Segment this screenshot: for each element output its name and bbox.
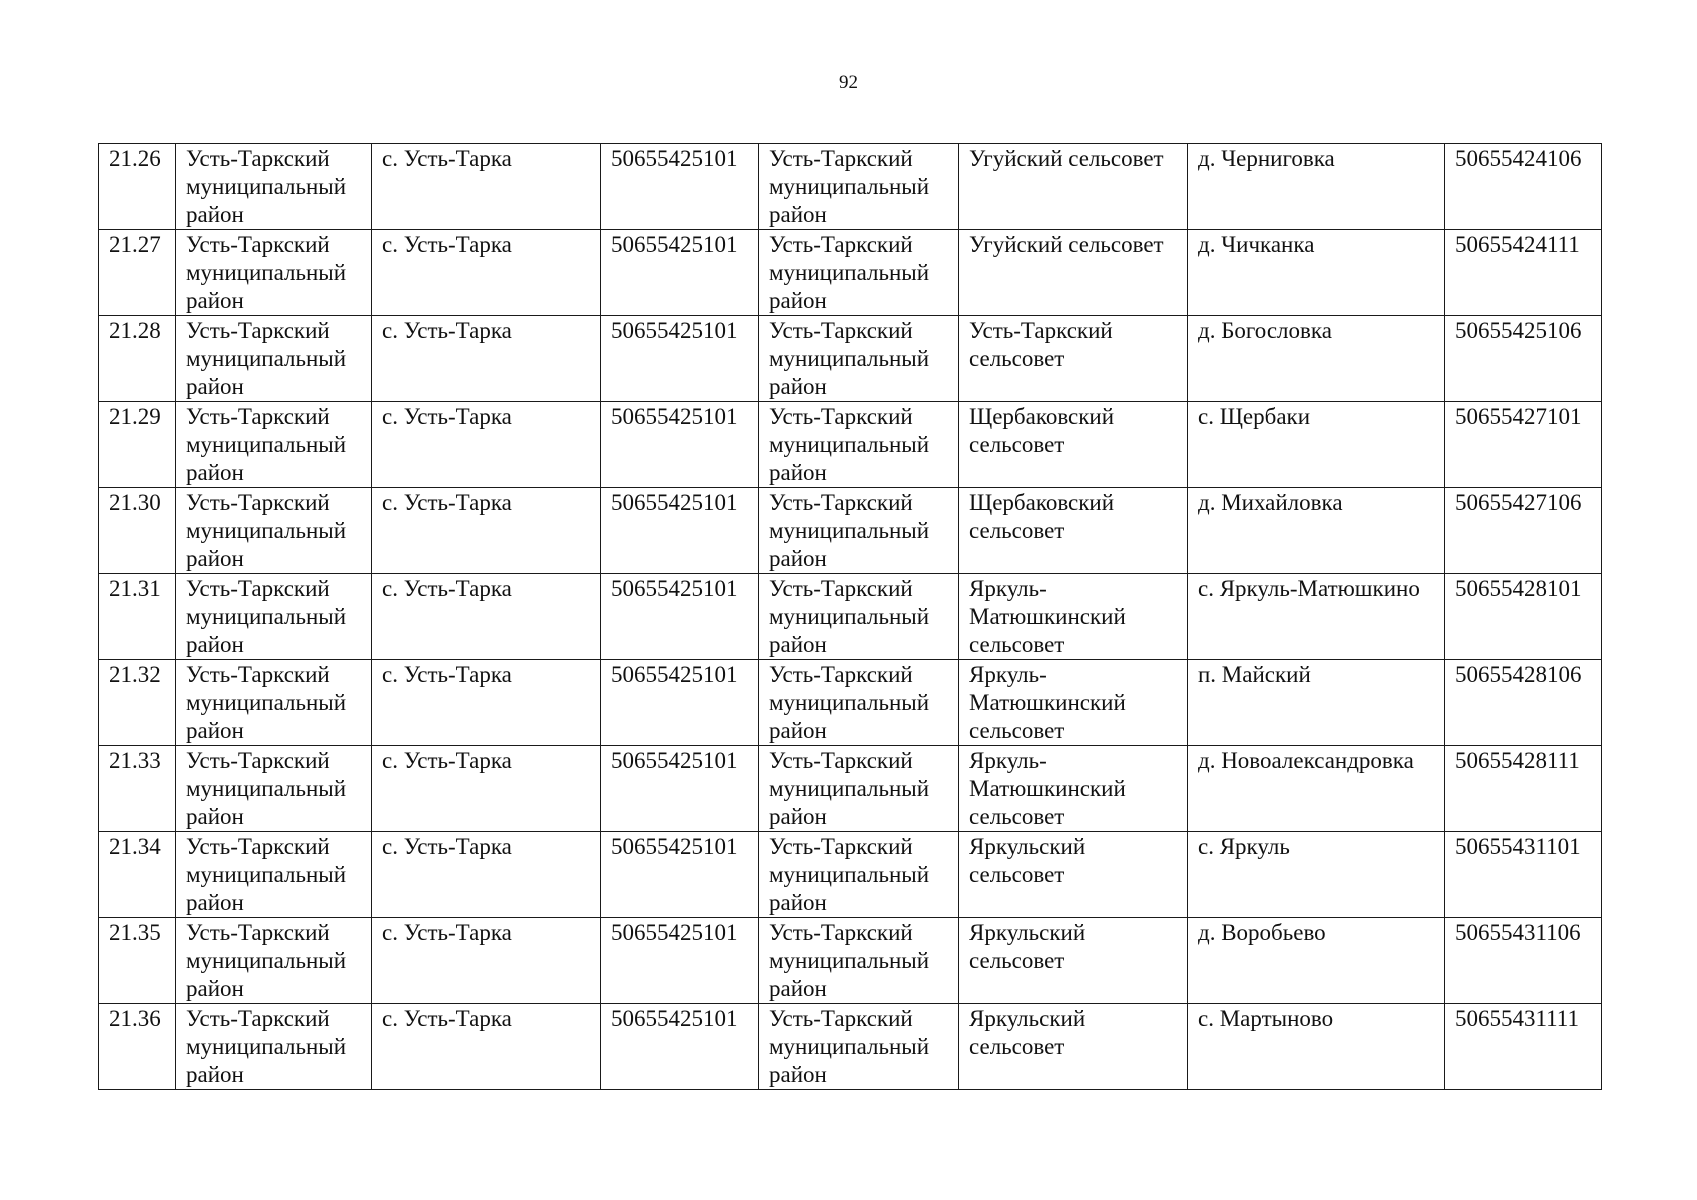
- village-council-cell: Яркуль-Матюшкинский сельсовет: [959, 574, 1188, 660]
- table-row: [99, 402, 1602, 488]
- village-council-cell: Щербаковский сельсовет: [959, 488, 1188, 574]
- admin-center-code-cell: 50655425101: [601, 918, 759, 1004]
- village-council-cell: Яркульский сельсовет: [959, 832, 1188, 918]
- settlement-cell: с. Яркуль-Матюшкино: [1188, 574, 1445, 660]
- district-cell: Усть-Таркский муниципальный район: [176, 574, 372, 660]
- table-row: [99, 316, 1602, 402]
- row-number-cell: 21.29: [99, 402, 176, 488]
- table-row: [99, 832, 1602, 918]
- district-cell: Усть-Таркский муниципальный район: [176, 660, 372, 746]
- admin-center-code-cell: 50655425101: [601, 1004, 759, 1090]
- district-cell: Усть-Таркский муниципальный район: [176, 1004, 372, 1090]
- row-number-cell: 21.28: [99, 316, 176, 402]
- row-number-cell: 21.30: [99, 488, 176, 574]
- municipality-cell: Усть-Таркский муниципальный район: [759, 918, 959, 1004]
- table-row: [99, 918, 1602, 1004]
- village-council-cell: Усть-Таркский сельсовет: [959, 316, 1188, 402]
- municipality-cell: Усть-Таркский муниципальный район: [759, 1004, 959, 1090]
- municipality-cell: Усть-Таркский муниципальный район: [759, 230, 959, 316]
- municipality-cell: Усть-Таркский муниципальный район: [759, 832, 959, 918]
- admin-center-code-cell: 50655425101: [601, 402, 759, 488]
- district-cell: Усть-Таркский муниципальный район: [176, 918, 372, 1004]
- settlement-cell: п. Майский: [1188, 660, 1445, 746]
- municipality-cell: Усть-Таркский муниципальный район: [759, 660, 959, 746]
- page-number: 92: [839, 72, 858, 93]
- admin-center-code-cell: 50655425101: [601, 144, 759, 230]
- row-number-cell: 21.31: [99, 574, 176, 660]
- settlement-cell: с. Яркуль: [1188, 832, 1445, 918]
- row-number-cell: 21.27: [99, 230, 176, 316]
- municipality-cell: Усть-Таркский муниципальный район: [759, 402, 959, 488]
- district-cell: Усть-Таркский муниципальный район: [176, 402, 372, 488]
- admin-center-cell: с. Усть-Тарка: [372, 660, 601, 746]
- settlement-cell: с. Мартыново: [1188, 1004, 1445, 1090]
- row-number-cell: 21.33: [99, 746, 176, 832]
- district-cell: Усть-Таркский муниципальный район: [176, 746, 372, 832]
- admin-center-cell: с. Усть-Тарка: [372, 402, 601, 488]
- admin-center-code-cell: 50655425101: [601, 316, 759, 402]
- admin-center-cell: с. Усть-Тарка: [372, 574, 601, 660]
- admin-center-cell: с. Усть-Тарка: [372, 230, 601, 316]
- admin-center-cell: с. Усть-Тарка: [372, 746, 601, 832]
- row-number-cell: 21.35: [99, 918, 176, 1004]
- admin-center-cell: с. Усть-Тарка: [372, 316, 601, 402]
- settlement-code-cell: 50655425106: [1445, 316, 1602, 402]
- settlement-cell: д. Воробьево: [1188, 918, 1445, 1004]
- village-council-cell: Яркуль-Матюшкинский сельсовет: [959, 746, 1188, 832]
- admin-center-cell: с. Усть-Тарка: [372, 1004, 601, 1090]
- admin-center-code-cell: 50655425101: [601, 488, 759, 574]
- row-number-cell: 21.32: [99, 660, 176, 746]
- settlement-code-cell: 50655427106: [1445, 488, 1602, 574]
- village-council-cell: Яркуль-Матюшкинский сельсовет: [959, 660, 1188, 746]
- admin-center-cell: с. Усть-Тарка: [372, 144, 601, 230]
- district-cell: Усть-Таркский муниципальный район: [176, 832, 372, 918]
- settlement-code-cell: 50655431101: [1445, 832, 1602, 918]
- table-row: [99, 1004, 1602, 1090]
- row-number-cell: 21.26: [99, 144, 176, 230]
- table-row: [99, 746, 1602, 832]
- admin-center-code-cell: 50655425101: [601, 230, 759, 316]
- settlement-cell: д. Чичканка: [1188, 230, 1445, 316]
- admin-center-code-cell: 50655425101: [601, 746, 759, 832]
- settlement-cell: с. Щербаки: [1188, 402, 1445, 488]
- municipality-cell: Усть-Таркский муниципальный район: [759, 144, 959, 230]
- settlement-code-cell: 50655424111: [1445, 230, 1602, 316]
- row-number-cell: 21.36: [99, 1004, 176, 1090]
- admin-center-cell: с. Усть-Тарка: [372, 918, 601, 1004]
- admin-center-cell: с. Усть-Тарка: [372, 488, 601, 574]
- settlement-cell: д. Новоалександровка: [1188, 746, 1445, 832]
- settlements-table: [98, 143, 1602, 1090]
- village-council-cell: Угуйский сельсовет: [959, 144, 1188, 230]
- table-row: [99, 230, 1602, 316]
- table-row: [99, 144, 1602, 230]
- district-cell: Усть-Таркский муниципальный район: [176, 144, 372, 230]
- municipality-cell: Усть-Таркский муниципальный район: [759, 488, 959, 574]
- village-council-cell: Яркульский сельсовет: [959, 918, 1188, 1004]
- settlement-code-cell: 50655427101: [1445, 402, 1602, 488]
- settlement-code-cell: 50655428111: [1445, 746, 1602, 832]
- municipality-cell: Усть-Таркский муниципальный район: [759, 746, 959, 832]
- settlement-code-cell: 50655428106: [1445, 660, 1602, 746]
- settlement-code-cell: 50655428101: [1445, 574, 1602, 660]
- table-row: [99, 574, 1602, 660]
- municipality-cell: Усть-Таркский муниципальный район: [759, 316, 959, 402]
- district-cell: Усть-Таркский муниципальный район: [176, 316, 372, 402]
- settlement-cell: д. Черниговка: [1188, 144, 1445, 230]
- settlement-cell: д. Михайловка: [1188, 488, 1445, 574]
- municipality-cell: Усть-Таркский муниципальный район: [759, 574, 959, 660]
- village-council-cell: Щербаковский сельсовет: [959, 402, 1188, 488]
- admin-center-code-cell: 50655425101: [601, 832, 759, 918]
- table-row: [99, 660, 1602, 746]
- village-council-cell: Яркульский сельсовет: [959, 1004, 1188, 1090]
- village-council-cell: Угуйский сельсовет: [959, 230, 1188, 316]
- settlement-code-cell: 50655431111: [1445, 1004, 1602, 1090]
- district-cell: Усть-Таркский муниципальный район: [176, 488, 372, 574]
- row-number-cell: 21.34: [99, 832, 176, 918]
- table-body: [99, 144, 1602, 1090]
- table-row: [99, 488, 1602, 574]
- admin-center-code-cell: 50655425101: [601, 574, 759, 660]
- district-cell: Усть-Таркский муниципальный район: [176, 230, 372, 316]
- admin-center-code-cell: 50655425101: [601, 660, 759, 746]
- settlement-cell: д. Богословка: [1188, 316, 1445, 402]
- settlement-code-cell: 50655424106: [1445, 144, 1602, 230]
- settlement-code-cell: 50655431106: [1445, 918, 1602, 1004]
- admin-center-cell: с. Усть-Тарка: [372, 832, 601, 918]
